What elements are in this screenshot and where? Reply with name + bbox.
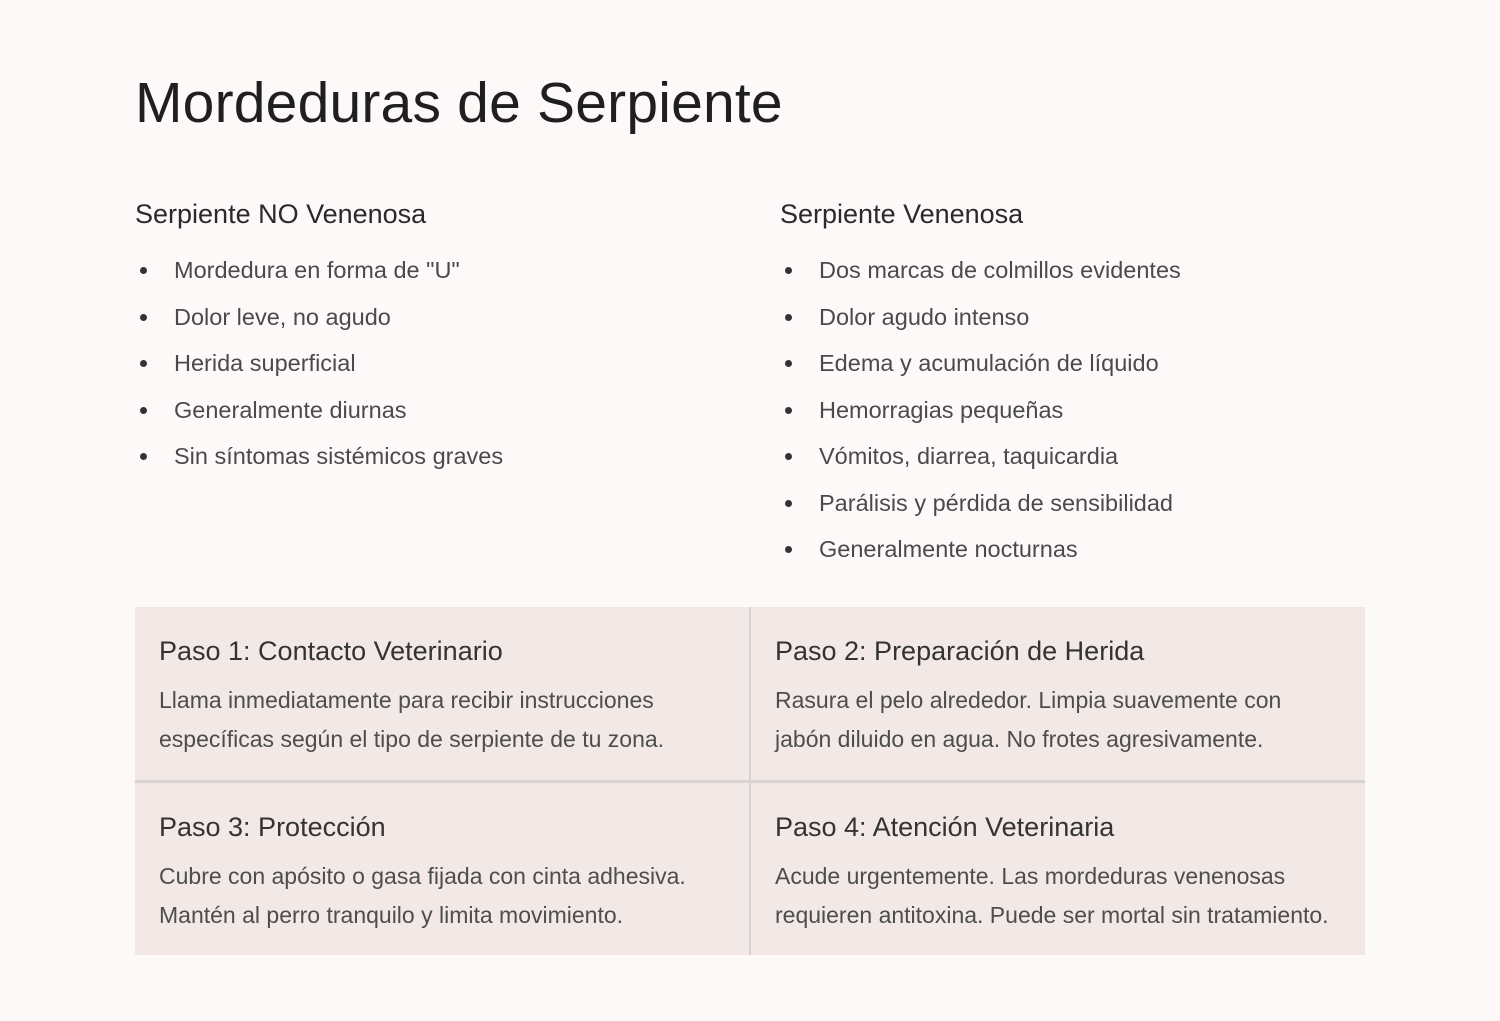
step-description [159, 681, 725, 759]
steps-grid [135, 607, 1365, 955]
step-title: Paso 3: Protección [159, 812, 386, 842]
list-item [780, 255, 1380, 302]
step-text-line: Llama inmediatamente para recibir instrucciones [159, 687, 654, 713]
bullet-icon [140, 407, 147, 414]
venomous-section [780, 196, 1380, 581]
list-item [135, 348, 735, 395]
step-description [159, 857, 725, 935]
step-text-line: Rasura el pelo alrededor. Limpia suavemente con [775, 687, 1282, 713]
list-item-text: Generalmente nocturnas [819, 536, 1078, 562]
non-venomous-list [135, 255, 735, 488]
bullet-icon [785, 267, 792, 274]
bullet-icon [140, 360, 147, 367]
list-item [780, 534, 1380, 581]
list-item-text: Edema y acumulación de líquido [819, 350, 1159, 376]
bullet-icon [785, 360, 792, 367]
bullet-icon [140, 314, 147, 321]
bullet-icon [785, 314, 792, 321]
step-card-4 [751, 783, 1365, 955]
bullet-icon [785, 500, 792, 507]
list-item-text: Sin síntomas sistémicos graves [174, 443, 504, 469]
step-text-line: Mantén al perro tranquilo y limita movimiento. [159, 902, 624, 928]
list-item [135, 395, 735, 442]
list-item [135, 302, 735, 349]
non-venomous-heading: Serpiente NO Venenosa [135, 199, 427, 229]
bullet-icon [785, 546, 792, 553]
step-description [775, 857, 1341, 935]
venomous-heading: Serpiente Venenosa [780, 199, 1024, 229]
list-item [135, 441, 735, 488]
step-text-line: Cubre con apósito o gasa fijada con cinta adhesiva. [159, 863, 686, 889]
list-item-text: Herida superficial [174, 350, 356, 376]
list-item-text: Dolor agudo intenso [819, 303, 1030, 330]
list-item-text: Parálisis y pérdida de sensibilidad [819, 489, 1174, 516]
step-text-line: jabón diluido en agua. No frotes agresivamente. [775, 726, 1264, 752]
list-item-text: Dos marcas de colmillos evidentes [819, 257, 1181, 283]
list-item-text: Mordedura en forma de "U" [174, 257, 460, 283]
list-item [135, 255, 735, 302]
step-card-1 [135, 607, 749, 780]
bullet-icon [140, 453, 147, 460]
bullet-icon [785, 407, 792, 414]
step-text-line: Acude urgentemente. Las mordeduras venenosas [775, 863, 1286, 889]
step-card-2 [751, 607, 1365, 780]
list-item-text: Vómitos, diarrea, taquicardia [819, 443, 1119, 469]
page-title: Mordeduras de Serpiente [135, 71, 783, 135]
venomous-list [780, 255, 1380, 581]
list-item [780, 395, 1380, 442]
list-item-text: Generalmente diurnas [174, 396, 407, 423]
list-item [780, 302, 1380, 349]
list-item-text: Hemorragias pequeñas [819, 396, 1064, 423]
list-item [780, 488, 1380, 535]
list-item [780, 441, 1380, 488]
step-title: Paso 2: Preparación de Herida [775, 636, 1145, 666]
step-title: Paso 1: Contacto Veterinario [159, 636, 503, 666]
list-item-text: Dolor leve, no agudo [174, 303, 391, 330]
non-venomous-section [135, 196, 735, 488]
bullet-icon [140, 267, 147, 274]
step-title: Paso 4: Atención Veterinaria [775, 812, 1115, 842]
list-item [780, 348, 1380, 395]
step-text-line: requieren antitoxina. Puede ser mortal sin tratamiento. [775, 902, 1329, 928]
step-card-3 [135, 783, 749, 955]
bullet-icon [785, 453, 792, 460]
step-text-line: específicas según el tipo de serpiente de tu zona. [159, 726, 665, 752]
step-description [775, 681, 1341, 759]
